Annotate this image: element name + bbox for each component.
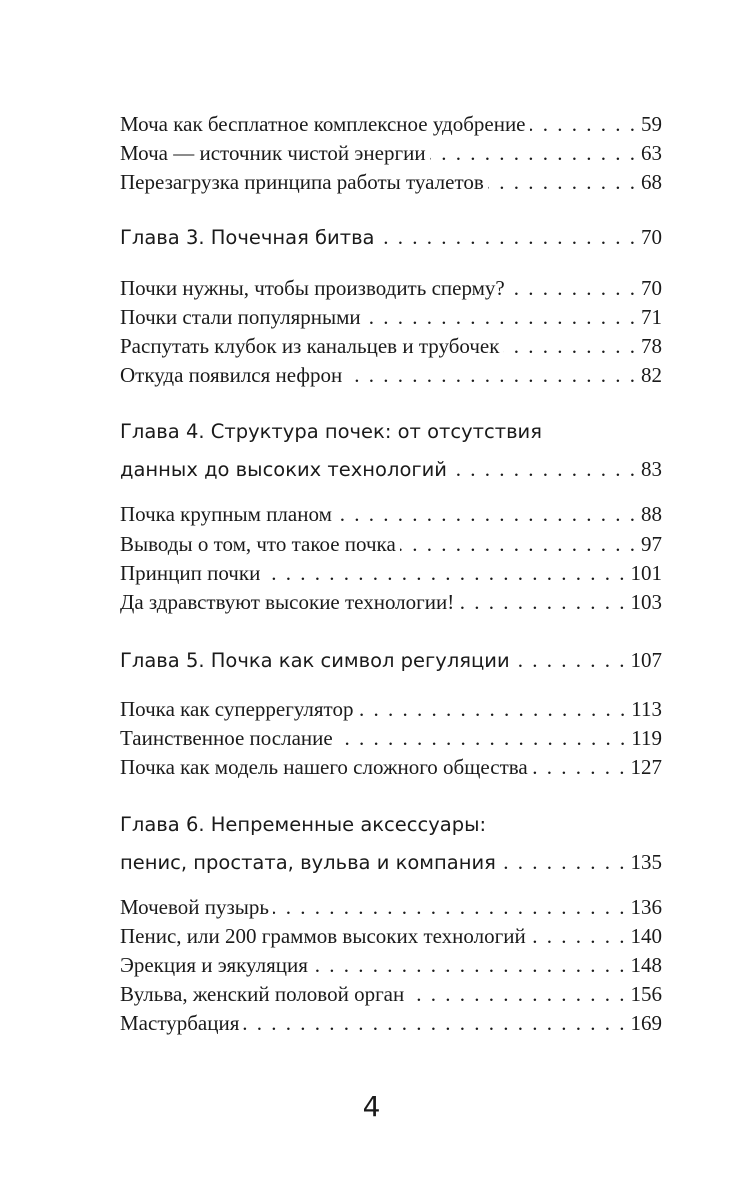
toc-entry-page: 63 — [641, 141, 662, 166]
toc-entry-title: Моча — источник чистой энергии — [120, 141, 426, 166]
dot-leader — [379, 218, 637, 256]
chapter-page: 135 — [630, 849, 662, 874]
dot-leader — [530, 922, 627, 951]
toc-entry[interactable] — [120, 559, 662, 588]
toc-entry-title: Распутать клубок из канальцев и трубочек — [120, 333, 500, 358]
dot-leader — [451, 450, 637, 488]
dot-leader — [488, 168, 637, 197]
toc-entry-page: 156 — [630, 982, 662, 1007]
dot-leader — [503, 332, 637, 361]
page-number: 4 — [362, 1090, 381, 1123]
chapter-page: 107 — [630, 648, 662, 673]
toc-entry-page: 169 — [630, 1011, 662, 1036]
toc-entry[interactable] — [120, 951, 662, 980]
chapter-title: Глава 3. Почечная битва — [120, 225, 375, 249]
dot-leader — [337, 724, 628, 753]
toc-entry[interactable] — [120, 530, 662, 559]
dot-leader — [243, 1009, 626, 1038]
dot-leader — [514, 641, 627, 679]
toc-entry-title: Эрекция и эякуляция — [120, 953, 308, 977]
toc-entry[interactable] — [120, 724, 662, 753]
toc-entry[interactable] — [120, 361, 662, 390]
toc-entry-title: Перезагрузка принципа работы туалетов — [120, 170, 484, 195]
toc-entry-page: 136 — [630, 894, 662, 919]
dot-leader — [336, 500, 637, 529]
toc-entry-page: 78 — [641, 333, 662, 358]
dot-leader — [430, 139, 637, 168]
toc-entry-title: Таинственное послание — [120, 726, 333, 751]
toc-entry-title: Почки стали популярными — [120, 304, 361, 329]
chapter-heading-6-line1[interactable] — [120, 807, 662, 843]
dot-leader — [264, 559, 626, 588]
chapter-page: 70 — [641, 224, 662, 249]
chapter-page: 83 — [641, 457, 662, 482]
chapter-heading-4-line2[interactable] — [120, 450, 662, 488]
toc-entry-page: 101 — [630, 560, 662, 585]
dot-leader — [312, 951, 627, 980]
dot-leader — [273, 893, 627, 922]
toc-entry-title: Мастурбация — [120, 1011, 240, 1036]
toc-entry[interactable] — [120, 588, 662, 617]
toc-entry-title: Моча как бесплатное комплексное удобрение — [120, 112, 526, 136]
dot-leader — [458, 588, 626, 617]
toc-entry-page: 140 — [630, 923, 662, 948]
toc-entry[interactable] — [120, 110, 662, 139]
dot-leader — [509, 274, 637, 303]
toc-entry-title: Да здравствуют высокие технологии! — [120, 589, 455, 614]
toc-entry[interactable] — [120, 168, 662, 197]
chapter-title: пенис, простата, вульва и компания — [120, 850, 496, 874]
toc-entry[interactable] — [120, 303, 662, 332]
toc-entry[interactable] — [120, 332, 662, 361]
dot-leader — [532, 753, 627, 782]
dot-leader — [365, 303, 637, 332]
toc-entry-title: Выводы о том, что такое почка — [120, 531, 396, 556]
toc-entry[interactable] — [120, 139, 662, 168]
dot-leader — [500, 843, 627, 881]
chapter-heading-5[interactable] — [120, 641, 662, 679]
chapter-heading-4-line1[interactable] — [120, 414, 662, 450]
chapter-title: данных до высоких технологий — [120, 458, 447, 482]
toc-entry-page: 97 — [641, 531, 662, 556]
toc-entry-page: 82 — [641, 363, 662, 388]
toc-entry-page: 119 — [631, 726, 662, 751]
toc-entry[interactable] — [120, 753, 662, 782]
toc-entry-page: 103 — [630, 589, 662, 614]
chapter-title: Глава 6. Непременные аксессуары: — [120, 812, 487, 836]
dot-leader — [408, 980, 626, 1009]
toc-entry-title: Почка как суперрегулятор — [120, 697, 354, 722]
toc-entry-page: 71 — [641, 304, 662, 329]
toc-entry[interactable] — [120, 695, 662, 724]
dot-leader — [530, 110, 637, 139]
chapter-title: Глава 4. Структура почек: от отсутствия — [120, 420, 542, 444]
dot-leader — [400, 530, 637, 559]
toc-entry-title: Мочевой пузырь — [120, 894, 269, 919]
chapter-heading-6-line2[interactable] — [120, 843, 662, 881]
toc-entry-page: 148 — [630, 953, 662, 977]
toc-entry-title: Почка крупным планом — [120, 502, 332, 527]
toc-entry-page: 68 — [641, 170, 662, 195]
toc-entry[interactable] — [120, 893, 662, 922]
toc-entry-title: Вульва, женский половой орган — [120, 982, 405, 1007]
toc-entry[interactable] — [120, 1009, 662, 1038]
dot-leader — [357, 695, 627, 724]
toc-entry-page: 113 — [631, 697, 662, 722]
toc-entry-page: 70 — [641, 275, 662, 300]
toc-entry-title: Почки нужны, чтобы производить сперму? — [120, 275, 505, 300]
toc-entry[interactable] — [120, 922, 662, 951]
toc-entry[interactable] — [120, 980, 662, 1009]
toc-entry-title: Почка как модель нашего сложного общества — [120, 755, 528, 780]
toc-entry-page: 59 — [641, 112, 662, 136]
chapter-heading-3[interactable] — [120, 218, 662, 256]
toc-entry[interactable] — [120, 274, 662, 303]
toc-entry-title: Пенис, или 200 граммов высоких технологий — [120, 923, 526, 948]
table-of-contents — [120, 110, 662, 1039]
toc-entry-page: 88 — [641, 502, 662, 527]
dot-leader — [346, 361, 637, 390]
toc-entry[interactable] — [120, 500, 662, 529]
toc-entry-page: 127 — [630, 755, 662, 780]
chapter-title: Глава 5. Почка как символ регуляции — [120, 649, 510, 673]
toc-entry-title: Откуда появился нефрон — [120, 363, 343, 388]
toc-entry-title: Принцип почки — [120, 560, 261, 585]
